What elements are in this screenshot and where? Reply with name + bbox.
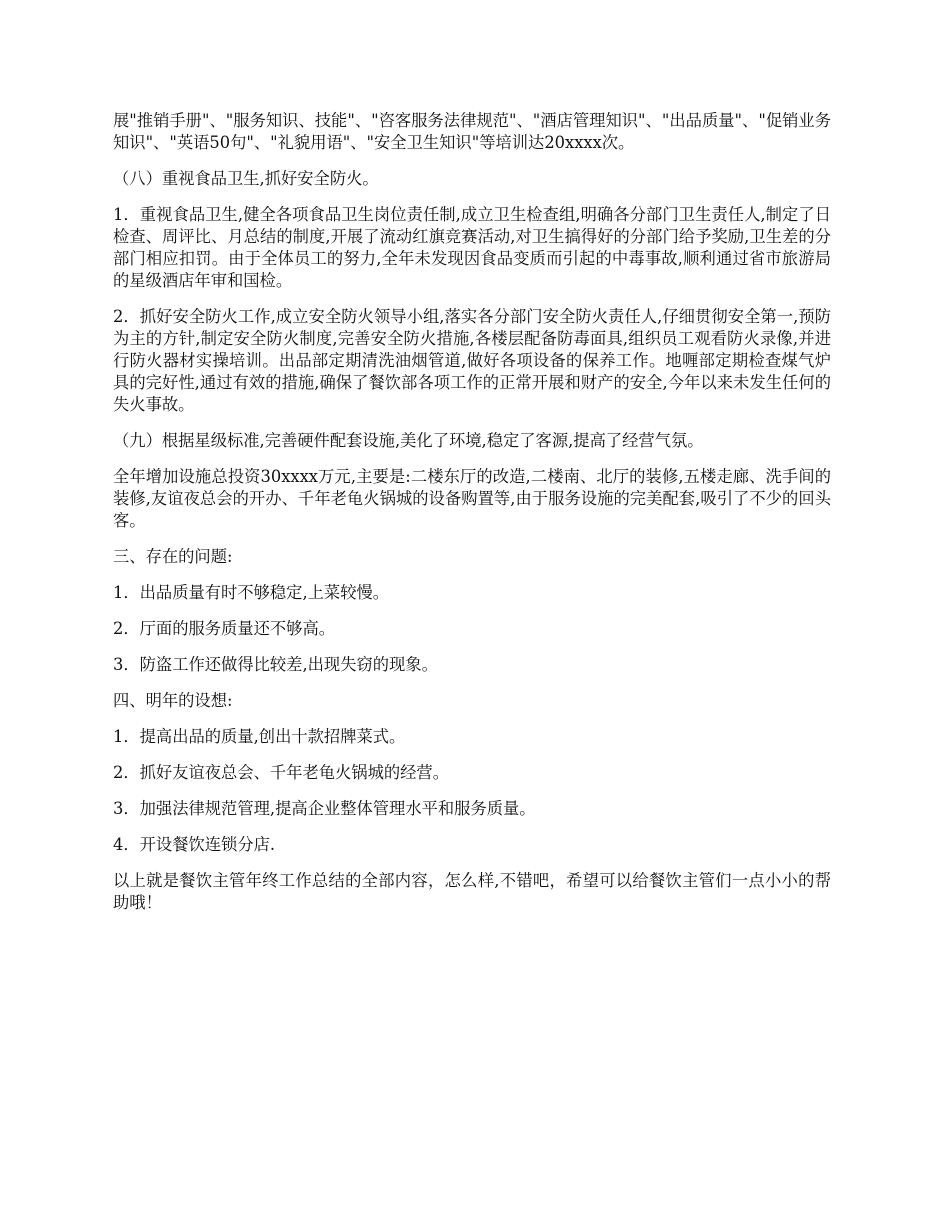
heading-next-year-plans: 四、明年的设想: — [113, 691, 233, 710]
paragraph-facility-investment: 全年增加设施总投资30xxxx万元,主要是:二楼东厅的改造,二楼南、北厅的装修,五楼走廊、洗手间的装修,友谊夜总会的开办、千年老龟火锅城的设备购置等,由于服务设施的完美配套,吸引了不少的回头客。 — [113, 467, 831, 530]
list-item-plan-1: 1．提高出品的质量,创出十款招牌菜式。 — [113, 727, 406, 746]
document-page — [113, 110, 831, 928]
list-item-problem-2: 2．厅面的服务质量还不够高。 — [113, 619, 336, 638]
list-item-plan-4: 4．开设餐饮连锁分店. — [113, 835, 276, 854]
list-item-plan-3: 3．加强法律规范管理,提高企业整体管理水平和服务质量。 — [113, 799, 536, 818]
paragraph-fire-safety: 2．抓好安全防火工作,成立安全防火领导小组,落实各分部门安全防火责任人,仔细贯彻安全第一,预防为主的方针,制定安全防火制度,完善安全防火措施,各楼层配备防毒面具,组织员工观看防火录像,并进行防火器材实操培训。出品部定期清洗油烟管道,做好各项设备的保养工作。地喱部定期检查煤气炉具的完好性,通过有效的措施,确保了餐饮部各项工作的正常开展和财产的安全,今年以来未发生任何的失火事故。 — [113, 307, 831, 414]
list-item-problem-1: 1．出品质量有时不够稳定,上菜较慢。 — [113, 583, 390, 602]
list-item-problem-3: 3．防盗工作还做得比较差,出现失窃的现象。 — [113, 655, 438, 674]
paragraph-food-hygiene: 1．重视食品卫生,健全各项食品卫生岗位责任制,成立卫生检查组,明确各分部门卫生责任人,制定了日检查、周评比、月总结的制度,开展了流动红旗竞赛活动,对卫生搞得好的分部门给予奖励,卫生差的分部门相应扣罚。由于全体员工的努力,全年未发现因食品变质而引起的中毒事故,顺利通过省市旅游局的星级酒店年审和国检。 — [113, 205, 831, 290]
paragraph-training-continuation: 展"推销手册"、"服务知识、技能"、"咨客服务法律规范"、"酒店管理知识"、"出品质量"、"促销业务知识"、"英语50句"、"礼貌用语"、"安全卫生知识"等培训达20xxxx次。 — [113, 111, 831, 152]
heading-section-9: （九）根据星级标准,完善硬件配套设施,美化了环境,稳定了客源,提高了经营气氛。 — [113, 431, 704, 450]
list-item-plan-2: 2．抓好友谊夜总会、千年老龟火锅城的经营。 — [113, 763, 449, 782]
paragraph-closing: 以上就是餐饮主管年终工作总结的全部内容，怎么样,不错吧，希望可以给餐饮主管们一点小小的帮助哦！ — [113, 871, 831, 912]
heading-section-8: （八）重视食品卫生,抓好安全防火。 — [113, 169, 379, 188]
heading-existing-problems: 三、存在的问题: — [113, 547, 233, 566]
